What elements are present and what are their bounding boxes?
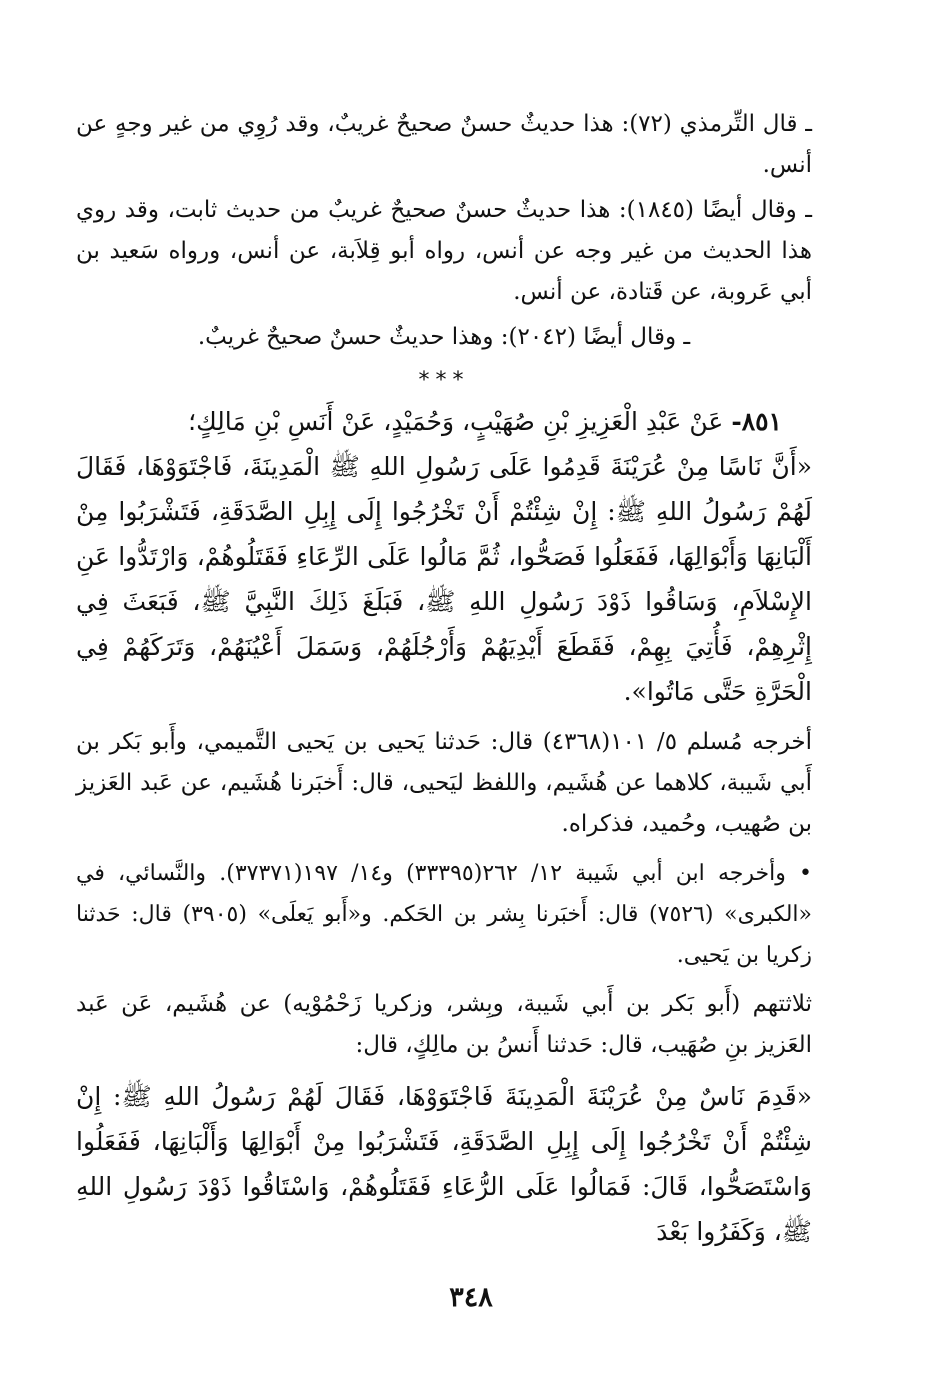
- tirmidhi-note-2: ـ وقال أيضًا (١٨٤٥): هذا حديثٌ حسنٌ صحيحٌ غريبٌ من حديث ثابت، وقد روي هذا الحديث من غير وجه عن أنس، رواه أبو قِلاَبة، عن أنس، ورواه سَعيد بن أبي عَروبة، عن قَتادة، عن أنس.: [76, 197, 812, 305]
- page-number: ٣٤٨: [449, 1282, 493, 1313]
- tirmidhi-note-1: ـ قال التِّرمذي (٧٢): هذا حديثٌ حسنٌ صحيحٌ غريبٌ، وقد رُوِي من غير وجهٍ عن أنس.: [76, 111, 812, 178]
- takhrij-hadith-text: «قَدِمَ نَاسٌ مِنْ عُرَيْنَةَ الْمَدِينَةَ فَاجْتَوَوْهَا، فَقَالَ لَهُمْ رَسُولُ اللهِ ﷺ: إِنْ شِئْتُمْ أَنْ تَخْرُجُوا إِلَى إِبِلِ الصَّدَقَةِ، فَتَشْرَبُوا مِنْ أَبْوَالِهَا وَأَلْبَانِهَا، فَفَعَلُوا وَاسْتَصَحُّوا، قَالَ: فَمَالُوا عَلَى الرُّعَاءِ فَقَتَلُوهُمْ، وَاسْتَاقُوا ذَوْدَ رَسُولِ اللهِ ﷺ، وَكَفَرُوا بَعْدَ: [76, 1082, 812, 1246]
- takhrij-chain: ثلاثتهم (أَبو بَكر بن أَبي شَيبة، وبِشر، وزكريا زَحْمُوْيه) عن هُشَيم، عَن عَبد العَزيز بنِ صُهَيب، قال: حَدثنا أَنسُ بن مالِكٍ، قال:: [76, 991, 812, 1058]
- takhrij-others: • وأخرجه ابن أبي شَيبة ١٢/ ٢٦٢(٣٣٣٩٥) و١٤/ ١٩٧(٣٧٣٧١). والنَّسائي، في «الكبرى» (٧٥٢٦) قال: أَخبَرنا بِشر بن الحَكم. و«أَبو يَعلَى» (٣٩٠٥) قال: حَدثنا زكريا بن يَحيى.: [76, 861, 813, 968]
- hadith-text: «أَنَّ نَاسًا مِنْ عُرَيْنَةَ قَدِمُوا عَلَى رَسُولِ اللهِ ﷺ الْمَدِينَةَ، فَاجْتَوَوْهَا، فَقَالَ لَهُمْ رَسُولُ اللهِ ﷺ: إِنْ شِئْتُمْ أَنْ تَخْرُجُوا إِلَى إِبِلِ الصَّدَقَةِ، فَتَشْرَبُوا مِنْ أَلْبَانِهَا وَأَبْوَالِهَا، فَفَعَلُوا فَصَحُّوا، ثُمَّ مَالُوا عَلَى الرِّعَاءِ فَقَتَلُوهُمْ، وَارْتَدُّوا عَنِ الإِسْلاَمِ، وَسَاقُوا ذَوْدَ رَسُولِ اللهِ ﷺ، فَبَلَغَ ذَلِكَ النَّبِيَّ ﷺ، فَبَعَثَ فِي إِثْرِهِمْ، فَأُتِيَ بِهِمْ، فَقَطَعَ أَيْدِيَهُمْ وَأَرْجُلَهُمْ، وَسَمَلَ أَعْيُنَهُمْ، وَتَرَكَهُمْ فِي الْحَرَّةِ حَتَّى مَاتُوا».: [76, 452, 812, 706]
- section-separator: ***: [418, 368, 470, 393]
- takhrij-muslim: أخرجه مُسلم ٥/ ١٠١(٤٣٦٨) قال: حَدثنا يَحيى بن يَحيى التَّميمي، وأَبو بَكر بن أَبي شَيبة، كلاهما عن هُشَيم، واللفظ ليَحيى، قال: أَخبَرنا هُشَيم، عن عَبد العَزيز بن صُهيب، وحُميد، فذكراه.: [76, 729, 813, 837]
- hadith-chain: عَنْ عَبْدِ الْعَزِيزِ بْنِ صُهَيْبٍ، وَحُمَيْدٍ، عَنْ أَنَسِ بْنِ مَالِكٍ؛: [188, 407, 724, 436]
- hadith-number: ٨٥١-: [731, 407, 782, 436]
- hadith-heading: [76, 399, 812, 444]
- tirmidhi-note-3: ـ وقال أيضًا (٢٠٤٢): وهذا حديثٌ حسنٌ صحيحٌ غريبٌ.: [197, 324, 691, 350]
- page-body: [76, 104, 812, 1254]
